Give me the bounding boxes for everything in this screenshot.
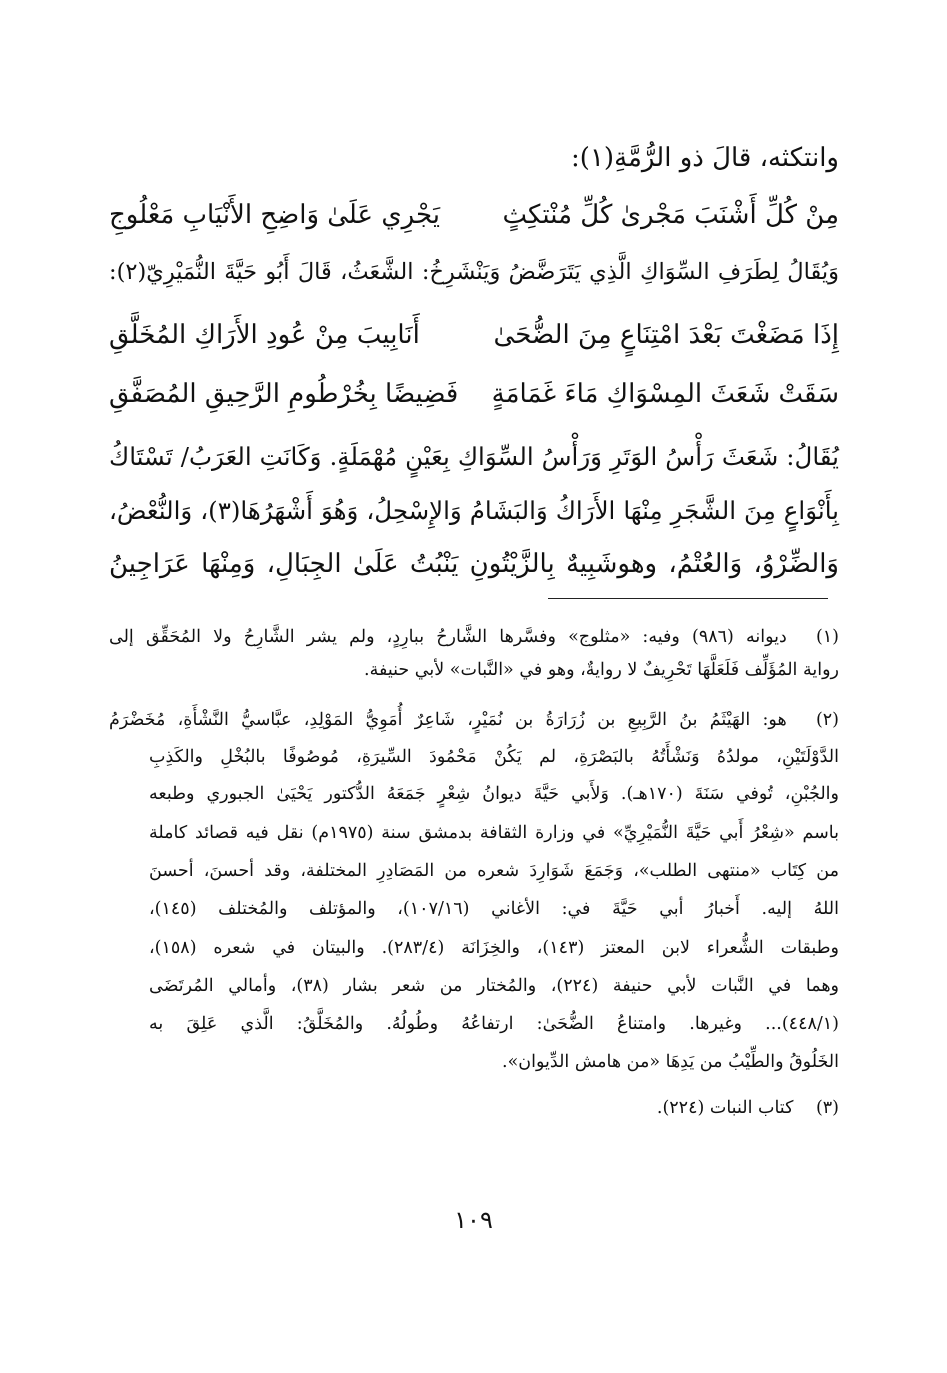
footnote-2-line-8: وهما في النَّبات لأبي حنيفة (٢٢٤)، والمُختار من شعر بشار (٣٨)، وأمالي المُرتَضَى: [149, 976, 839, 996]
verse-3: [109, 372, 839, 416]
footnote-2-line-2: الدَّوْلَتَيْنِ، مولدُهُ وَنَشْأَتُهُ بالبَصْرَةِ، لم يَكُنْ مَحْمُودَ السِّيرَةِ، مُوصُوفًا بالبُخْلِ والكَذِبِ: [149, 747, 839, 767]
footnote-3-text: كتاب النبات (٢٢٤).: [656, 1098, 794, 1118]
prose-line-3: بِأَنْوَاعٍ مِنَ الشَّجَرِ مِنْهَا الأَرَاكُ وَالبَشَامُ وَالإِسْحِلُ، وَهُوَ أَشْهَرُهَا(٣)، وَالنُّعْضُ،: [109, 496, 839, 525]
footnote-2-line-10: الخَلُوقُ والطِّيْبُ من يَدِهَا «من هامش الدِّيوان».: [502, 1052, 839, 1072]
intro-line: وانتكثه، قالَ ذو الرُّمَّةِ(١):: [571, 143, 839, 173]
verse-1: [109, 193, 839, 237]
prose-line-4: وَالضِّرْوُ، وَالعُتْمُ، وهوشَبِيهٌ بِالزَّيْتُونِ يَنْبُتُ عَلَىٰ الجِبَالِ، وَمِنْهَا عَرَاجِينُ: [109, 549, 839, 579]
footnote-separator: [548, 598, 828, 599]
verse-2-second-hemistich: أَنَابِيبَ مِنْ عُودِ الأَرَاكِ المُخَلَّقِ: [109, 320, 420, 350]
footnote-2-line-6: اللهُ إليه. أَخبارُ أبي حَيَّةَ في: الأغاني (١٠٧/١٦)، والمؤتلف والمُختلف (١٤٥)،: [149, 899, 839, 919]
footnote-2-text: هو: الهَيْثَمُ بنُ الرَّبِيعِ بن زُرَارَةُ بن نُمَيْرٍ، شَاعِرٌ أُمَوِيُّ المَوْلِدِ، عبَّاسيُّ النَّشْأَةِ، مُخَضْرَمُ: [109, 710, 787, 730]
prose-line-1: وَيُقَالُ لِطَرَفِ السِّوَاكِ الَّذِي يَتَرَضَّضُ وَيَنْشَرِخُ: الشَّعَثُ، قَالَ أَبُو حَيَّةَ النُّمَيْرِيّ(٢):: [109, 259, 839, 285]
footnote-3-line-1: [109, 1093, 839, 1123]
verse-3-first-hemistich: سَقَتْ شَعَثَ المِسْوَاكِ مَاءَ غَمَامَةٍ: [491, 379, 839, 409]
footnote-2-line-9: (٤٤٨/١)... وغيرها. وامتناعُ الضُّحَىٰ: ارتفاعُهُ وطُولُهُ. والمُخَلَّقُ: الَّذي عَلِقَ به: [149, 1014, 839, 1034]
footnote-1-text: ديوانه (٩٨٦) وفيه: «مثلوج» وفسَّرها الشَّارحُ ببارِدٍ، ولم يشر الشَّارِحُ ولا المُحَقِّق إلى: [109, 627, 787, 647]
verse-1-second-hemistich: يَجْرِي عَلَىٰ وَاضِحِ الأَنْيَابِ مَعْلُوجِ: [109, 200, 441, 230]
prose-line-2: يُقَالُ: شَعَثَ رَأْسُ الوَتَرِ وَرَأْسُ السِّوَاكِ بِعَيْنٍ مُهْمَلَةٍ. وَكَانَتِ العَرَبُ/ تَسْتَاكُ: [109, 442, 839, 471]
footnote-2-line-7: وطبقات الشُّعراء لابن المعتز (١٤٣)، والخِزَانَة (٢٨٣/٤). والبيتان في شعره (١٥٨)،: [149, 938, 839, 958]
verse-1-first-hemistich: مِنْ كُلِّ أَشْنَبَ مَجْرىٰ كُلِّ مُنْتكِثٍ: [502, 200, 839, 230]
footnote-1-line-1: [109, 622, 839, 652]
verse-2-first-hemistich: إِذَا مَضَغْتَ بَعْدَ امْتِنَاعٍ مِنَ الضُّحَىٰ: [493, 320, 839, 350]
verse-3-second-hemistich: فَضِيضًا بِخُرْطُومِ الرَّحِيقِ المُصَفَّقِ: [109, 379, 459, 409]
page-number: ١٠٩: [454, 1206, 493, 1234]
footnote-2-line-1: [109, 705, 839, 735]
footnote-1-line-2: رواية المُؤَلِّف فَلَعَلَّهَا تَحْرِيفٌ لا روايةٌ، وهو في «النَّبات» لأبي حنيفة.: [364, 660, 839, 680]
footnote-1-number: (١): [815, 627, 839, 647]
footnote-2-line-4: باسم «شِعْرُ أَبي حَيَّةَ النُّمَيْرِيِّ» في وزارة الثقافة بدمشق سنة (١٩٧٥م) نقل فيه قصائد كاملة: [149, 823, 840, 843]
footnote-2-number: (٢): [815, 710, 839, 730]
verse-2: [109, 313, 839, 357]
footnote-2-line-3: والجُبْنِ، تُوفي سَنَةَ (١٧٠هـ). وَلأَبي حَيَّةَ ديوانُ شِعْرٍ جَمَعَهُ الدُّكتور يَحْيَىٰ الجبوري وطبعه: [149, 784, 839, 804]
footnote-2-line-5: من كِتَاب «منتهى الطلب»، وَجَمَعَ شَوَارِدَ شعره من المَصَادِرِ المختلفة، وقد أحسنَ، أحسنَ: [149, 861, 839, 881]
footnote-3-number: (٣): [815, 1098, 839, 1118]
